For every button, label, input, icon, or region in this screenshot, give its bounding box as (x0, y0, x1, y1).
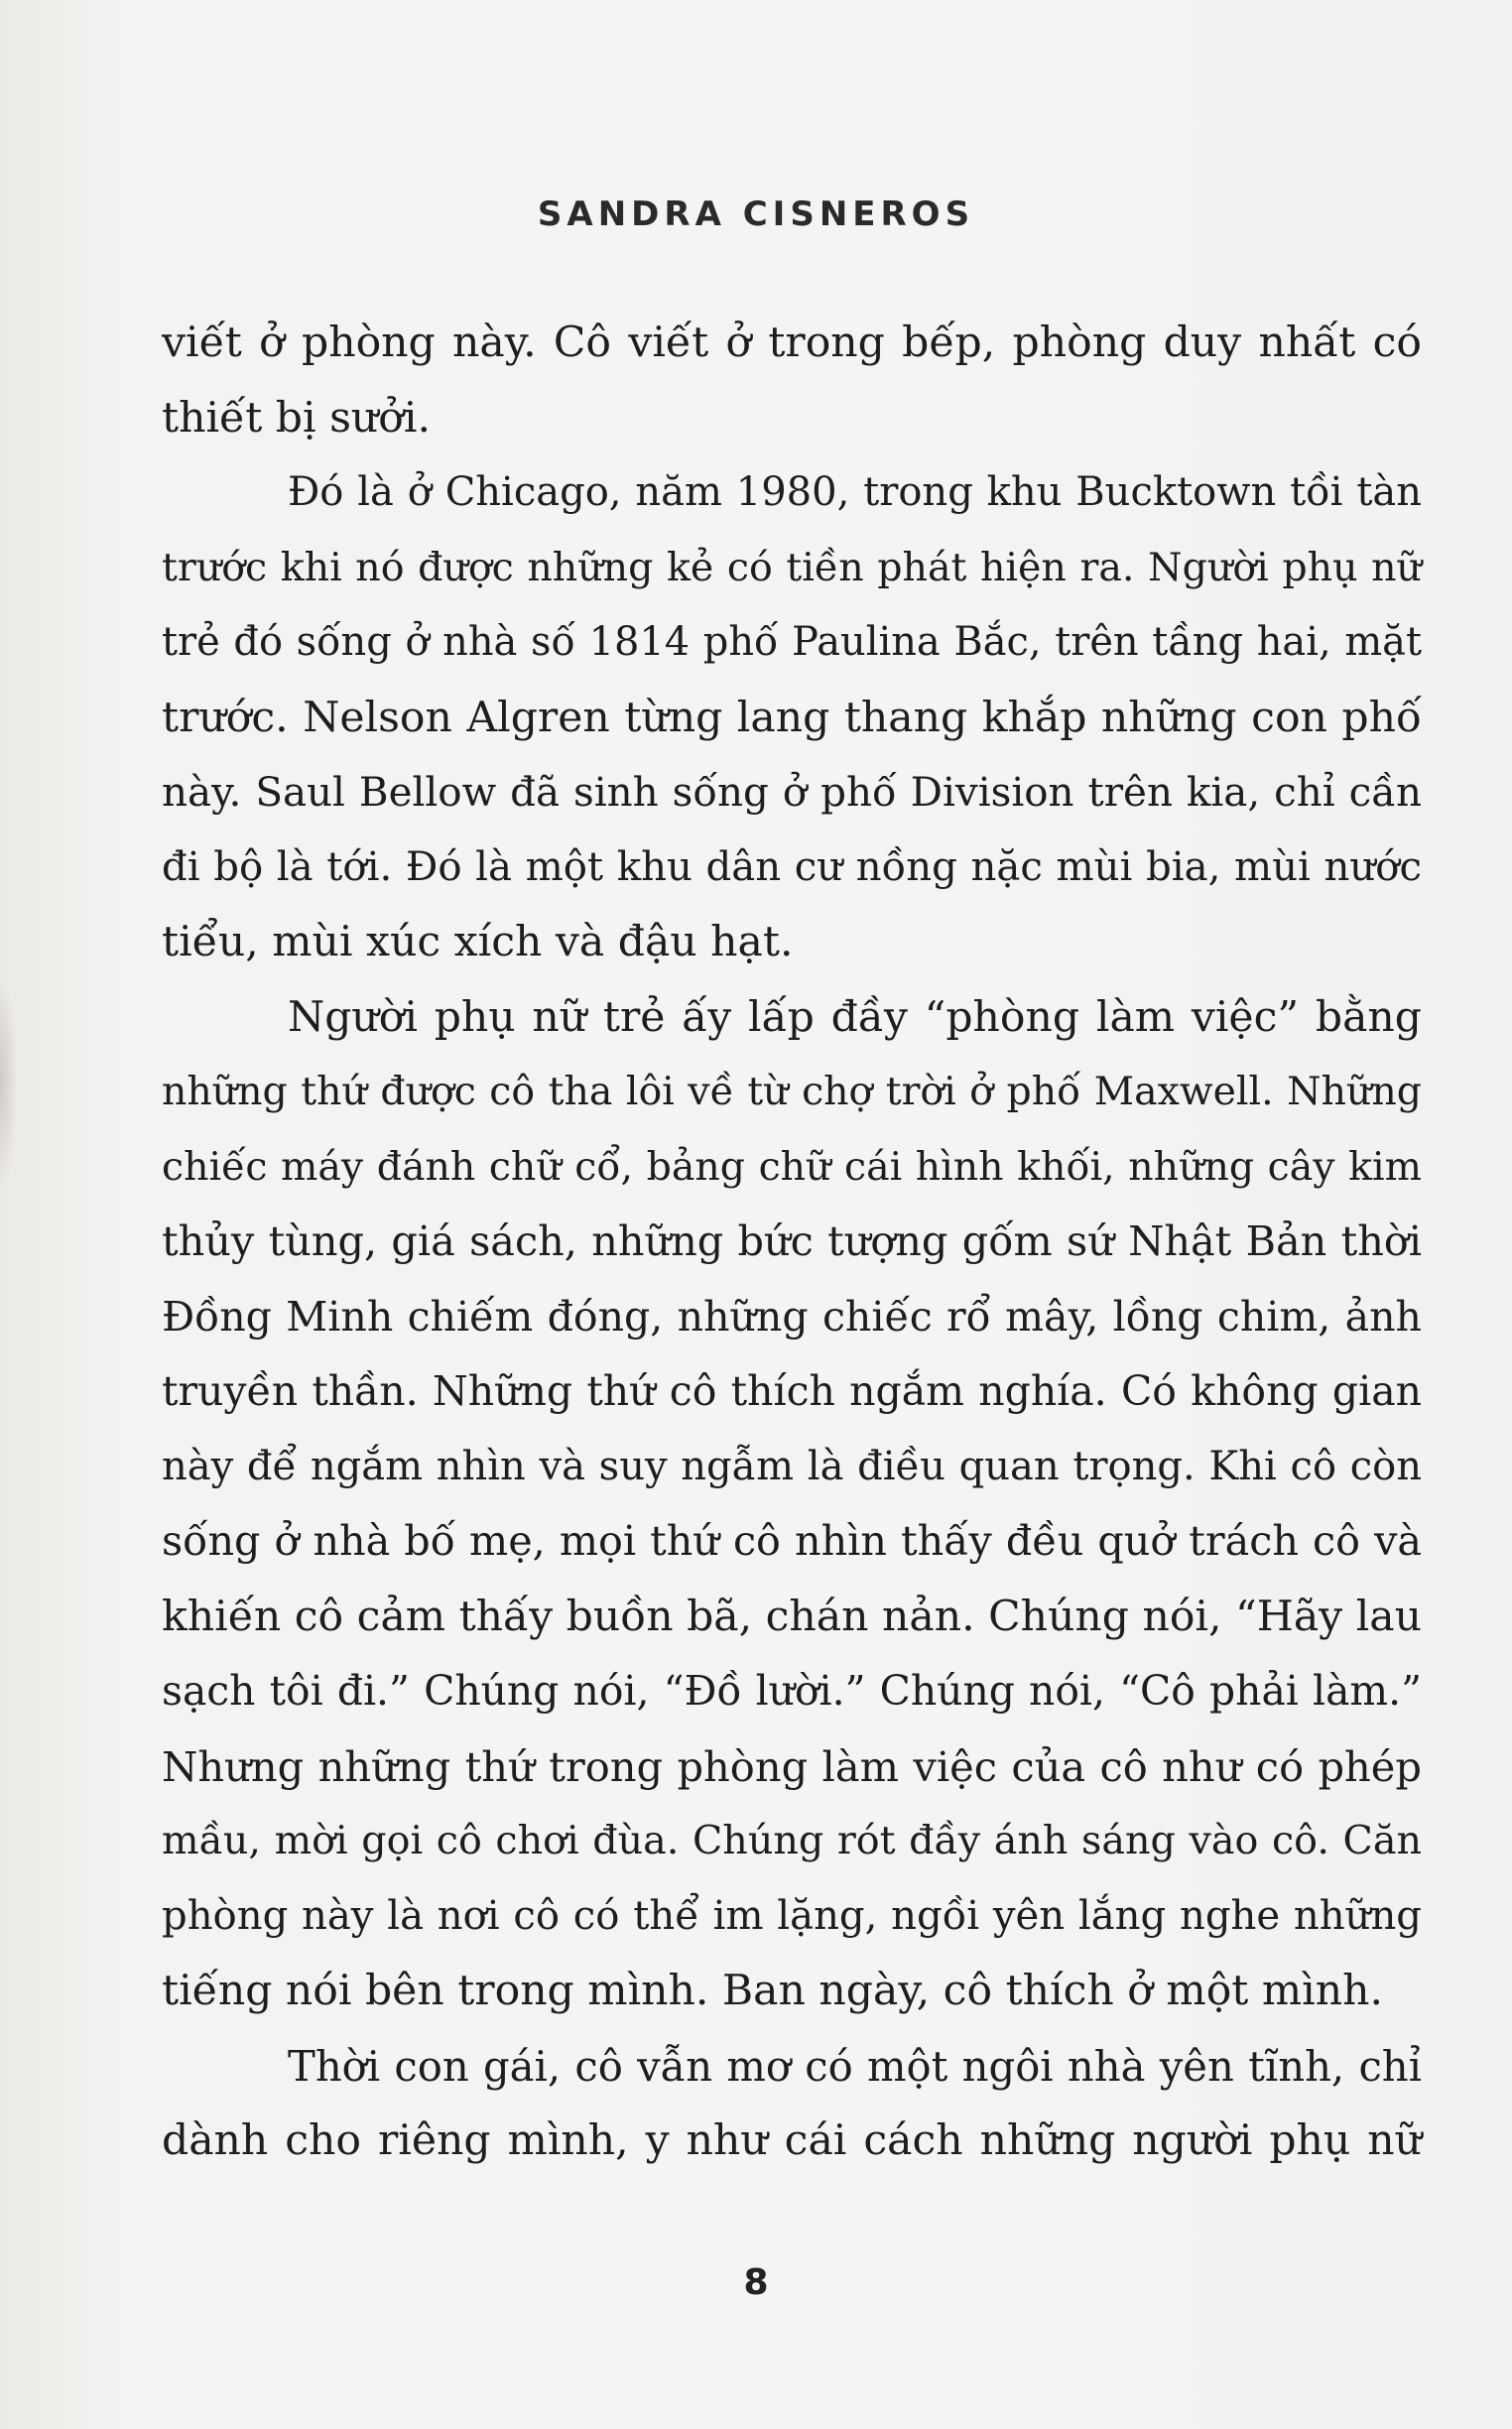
text-line: trẻ đó sống ở nhà số 1814 phố Paulina Bắc, trên tầng hai, mặt (162, 619, 1422, 665)
text-line: tiếng nói bên trong mình. Ban ngày, cô thích ở một mình. (162, 1967, 1384, 2015)
body-text (162, 306, 1422, 2179)
text-line: Đồng Minh chiếm đóng, những chiếc rổ mây, lồng chim, ảnh (162, 1292, 1422, 1341)
text-line: đi bộ là tới. Đó là một khu dân cư nồng nặc mùi bia, mùi nước (162, 843, 1422, 890)
text-line: sống ở nhà bố mẹ, mọi thứ cô nhìn thấy đều quở trách cô và (162, 1517, 1422, 1565)
text-line: truyền thần. Những thứ cô thích ngắm nghía. Có không gian (162, 1367, 1422, 1415)
text-line: trước khi nó được những kẻ có tiền phát hiện ra. Người phụ nữ (162, 544, 1422, 590)
text-line: tiểu, mùi xúc xích và đậu hạt. (162, 918, 794, 966)
text-line: trước. Nelson Algren từng lang thang khắp những con phố (162, 693, 1422, 742)
text-line: thiết bị sưởi. (162, 393, 431, 443)
text-line: những thứ được cô tha lôi về từ chợ trời ở phố Maxwell. Những (162, 1069, 1422, 1114)
running-head-author: SANDRA CISNEROS (537, 194, 975, 234)
text-line: viết ở phòng này. Cô viết ở trong bếp, phòng duy nhất có (162, 319, 1422, 367)
text-line: Nhưng những thứ trong phòng làm việc của cô như có phép (162, 1741, 1422, 1791)
text-line: thủy tùng, giá sách, những bức tượng gốm sứ Nhật Bản thời (162, 1217, 1422, 1265)
page-edge-shadow (0, 972, 18, 1191)
text-line: phòng này là nơi cô có thể im lặng, ngồi yên lắng nghe những (162, 1892, 1422, 1939)
text-line: khiến cô cảm thấy buồn bã, chán nản. Chúng nói, “Hãy lau (162, 1592, 1422, 1641)
text-line: dành cho riêng mình, y như cái cách những người phụ nữ (162, 2116, 1422, 2165)
paragraph-first-line: Thời con gái, cô vẫn mơ có một ngôi nhà yên tĩnh, chỉ (288, 2041, 1422, 2091)
text-line: chiếc máy đánh chữ cổ, bảng chữ cái hình khối, những cây kim (162, 1143, 1422, 1190)
text-line: này. Saul Bellow đã sinh sống ở phố Division trên kia, chỉ cần (162, 769, 1422, 816)
text-line: sạch tôi đi.” Chúng nói, “Đồ lười.” Chúng nói, “Cô phải làm.” (162, 1667, 1422, 1715)
text-line: này để ngắm nhìn và suy ngẫm là điều quan trọng. Khi cô còn (162, 1443, 1422, 1489)
text-line: mầu, mời gọi cô chơi đùa. Chúng rót đầy ánh sáng vào cô. Căn (162, 1818, 1422, 1863)
page-number: 8 (743, 2262, 769, 2303)
paragraph-first-line: Người phụ nữ trẻ ấy lấp đầy “phòng làm việc” bằng (288, 992, 1422, 1042)
paragraph-first-line: Đó là ở Chicago, năm 1980, trong khu Bucktown tồi tàn (288, 469, 1422, 515)
